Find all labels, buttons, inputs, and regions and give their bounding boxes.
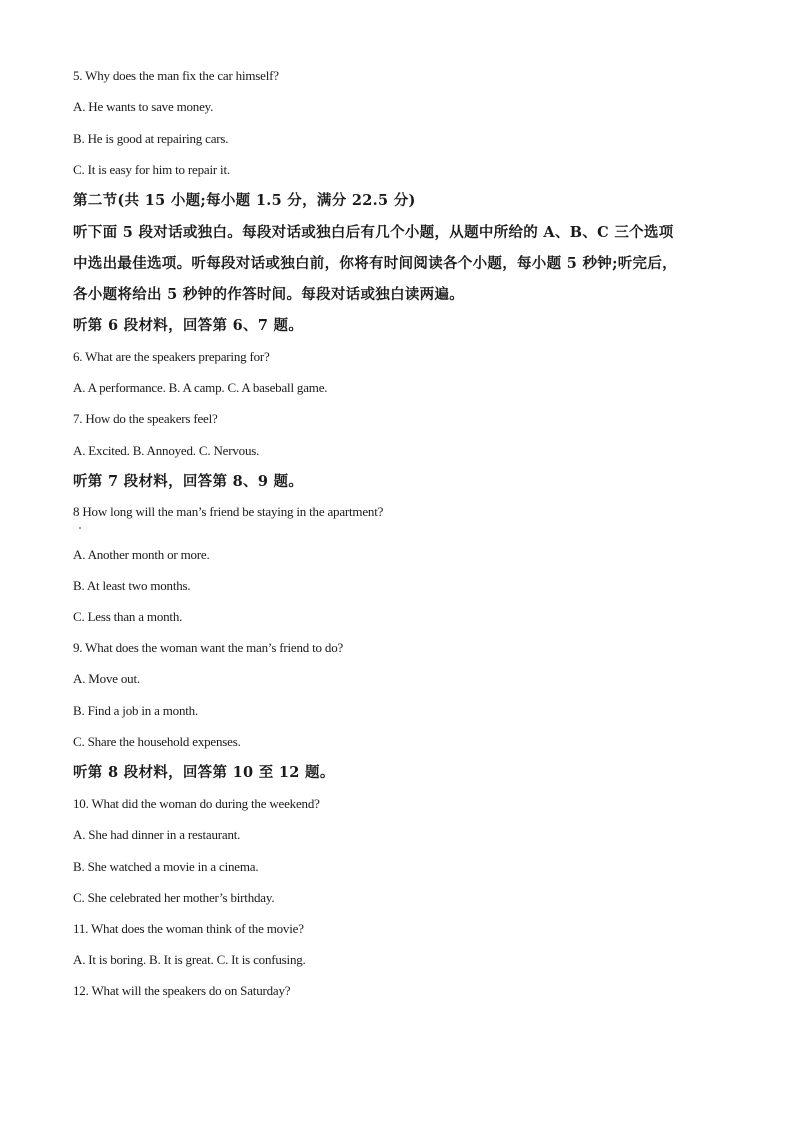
- material-8-header: 听第 8 段材料，回答第 10 至 12 题。: [73, 764, 335, 781]
- q7-options: A. Excited. B. Annoyed. C. Nervous.: [73, 443, 260, 458]
- stray-dot: [79, 527, 81, 529]
- question-6: 6. What are the speakers preparing for?: [73, 349, 270, 364]
- q8-option-b: B. At least two months.: [73, 578, 191, 593]
- instructions-line-1: 听下面 5 段对话或独白。每段对话或独白后有几个小题，从题中所给的 A、B、C 三个选项: [73, 224, 674, 241]
- question-12: 12. What will the speakers do on Saturday?: [73, 983, 291, 998]
- q9-option-b: B. Find a job in a month.: [73, 703, 199, 718]
- material-7-header: 听第 7 段材料，回答第 8、9 题。: [73, 473, 304, 490]
- q5-option-c: C. It is easy for him to repair it.: [73, 162, 230, 177]
- q10-option-a: A. She had dinner in a restaurant.: [73, 827, 241, 842]
- q8-option-a: A. Another month or more.: [73, 547, 210, 562]
- question-8: 8 How long will the man’s friend be staying in the apartment?: [73, 504, 384, 519]
- q10-option-b: B. She watched a movie in a cinema.: [73, 859, 259, 874]
- q8-option-c: C. Less than a month.: [73, 609, 183, 624]
- q5-option-a: A. He wants to save money.: [73, 99, 214, 114]
- section-2-title: 第二节(共 15 小题;每小题 1.5 分，满分 22.5 分): [73, 192, 416, 209]
- q9-option-a: A. Move out.: [73, 671, 140, 686]
- q5-option-b: B. He is good at repairing cars.: [73, 131, 229, 146]
- question-5: 5. Why does the man fix the car himself?: [73, 68, 279, 83]
- instructions-line-3: 各小题将给出 5 秒钟的作答时间。每段对话或独白读两遍。: [73, 286, 465, 303]
- q9-option-c: C. Share the household expenses.: [73, 734, 241, 749]
- q6-options: A. A performance. B. A camp. C. A baseball game.: [73, 380, 328, 395]
- question-9: 9. What does the woman want the man’s friend to do?: [73, 640, 344, 655]
- q11-options: A. It is boring. B. It is great. C. It is confusing.: [73, 952, 306, 967]
- material-6-header: 听第 6 段材料，回答第 6、7 题。: [73, 317, 304, 334]
- instructions-line-2: 中选出最佳选项。听每段对话或独白前，你将有时间阅读各个小题，每小题 5 秒钟;听完后，: [73, 255, 677, 272]
- question-11: 11. What does the woman think of the movie?: [73, 921, 304, 936]
- question-10: 10. What did the woman do during the weekend?: [73, 796, 320, 811]
- q10-option-c: C. She celebrated her mother’s birthday.: [73, 890, 275, 905]
- question-7: 7. How do the speakers feel?: [73, 411, 218, 426]
